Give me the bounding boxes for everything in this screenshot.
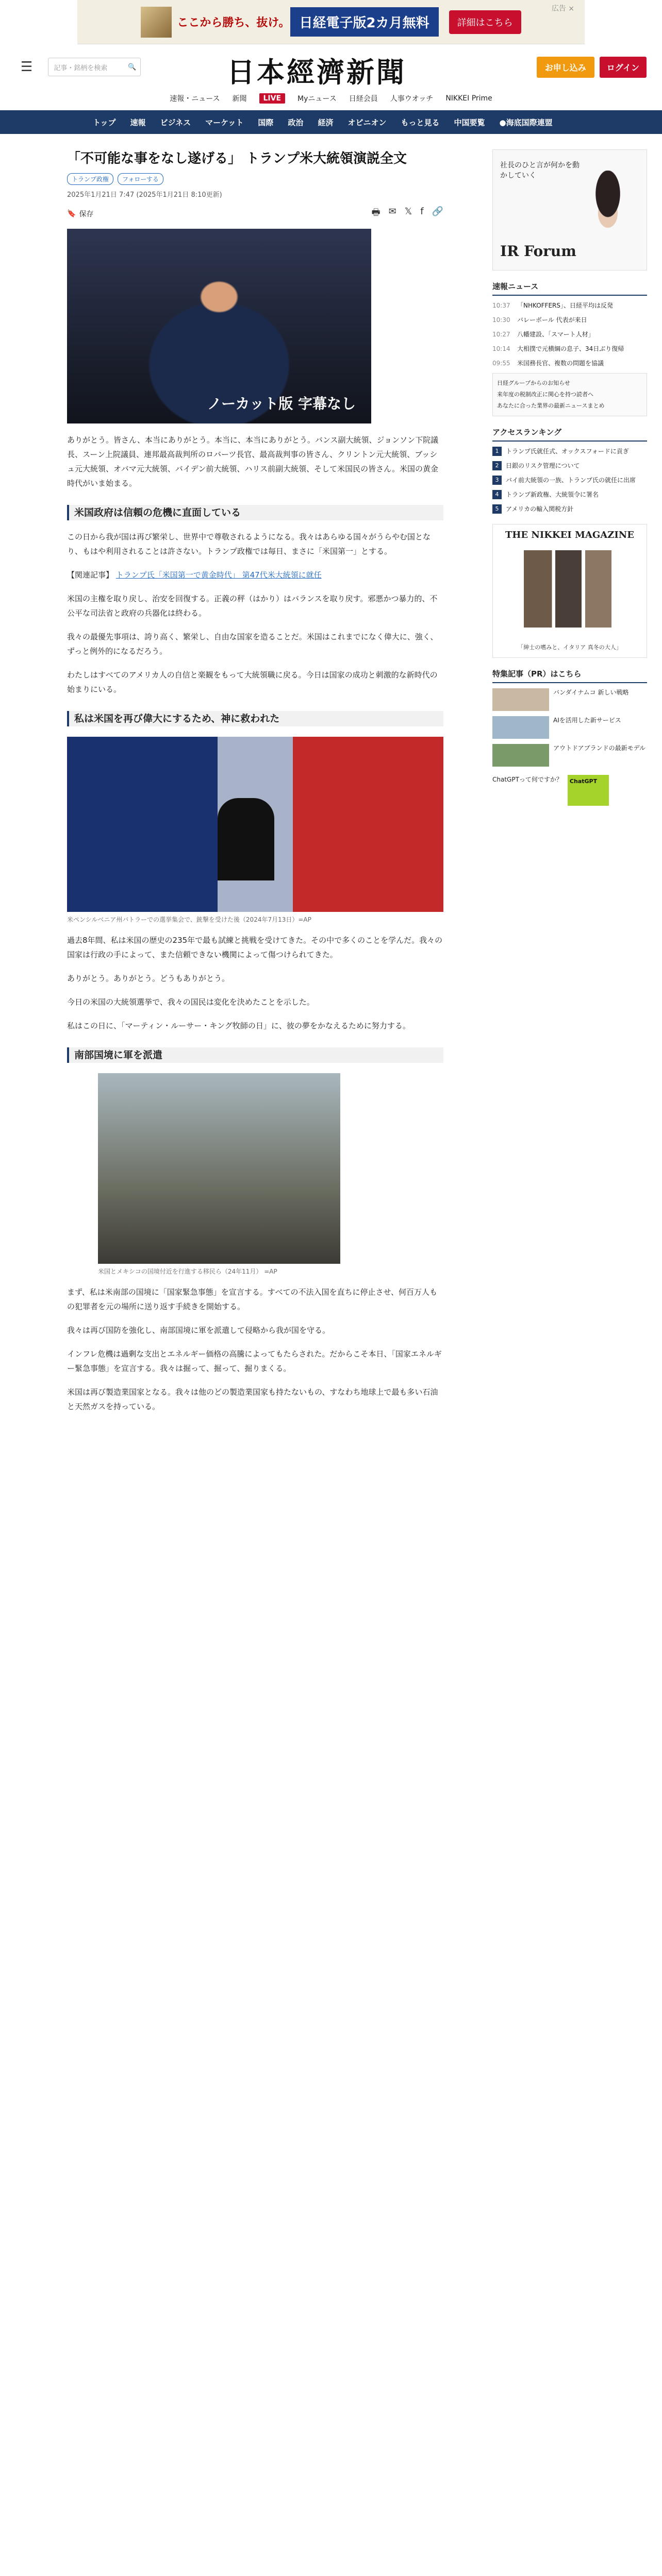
rank-number: 2 — [492, 461, 502, 470]
ad-message: ここから勝ち、抜け。 — [177, 16, 290, 29]
rank-text[interactable]: 日銀のリスク管理について — [506, 462, 580, 469]
news-text[interactable]: 米国務長官、複数の問題を協議 — [517, 360, 604, 367]
nav1-item[interactable]: 新聞 — [232, 95, 247, 103]
pr-item[interactable] — [492, 688, 647, 711]
nav1-item[interactable]: 日経会員 — [349, 95, 378, 103]
search-icon[interactable]: 🔍 — [128, 63, 137, 71]
subscribe-button[interactable]: お申し込み — [537, 57, 594, 78]
sidebar-ad[interactable] — [492, 149, 647, 270]
nav1-item[interactable]: 人事ウオッチ — [390, 95, 434, 103]
nav2-item[interactable]: 速報 — [130, 117, 146, 127]
ranking-item[interactable] — [492, 490, 647, 499]
search-input[interactable] — [48, 58, 141, 76]
pr-text[interactable]: アウトドアブランドの最新モデル — [553, 744, 646, 752]
pr-thumbnail — [492, 744, 549, 767]
news-time: 09:55 — [492, 360, 510, 367]
pr-text[interactable]: AIを活用した新サービス — [553, 717, 621, 724]
nav1-live[interactable]: LIVE — [259, 93, 286, 104]
nav2-item[interactable]: オピニオン — [347, 117, 387, 127]
paragraph: 米国は再び製造業国家となる。我々は他のどの製造業国家も持たないもの、すなわち地球上で最も多い石油と天然ガスを持っている。 — [67, 1387, 438, 1411]
paragraph: この日から我が国は再び繁栄し、世界中で尊敬されるようになる。我々はあらゆる国々がうらやむ国となり、もはや利用されることは許さない。トランプ政権では毎日、まさに「米国第一」とする。 — [67, 532, 431, 556]
sidebar — [492, 149, 647, 806]
notice-item[interactable]: 日経グループからのお知らせ — [497, 380, 570, 386]
article-toolbar — [67, 206, 443, 222]
rank-text[interactable]: トランプ氏就任式、オックスフォードに貢ぎ — [506, 448, 629, 455]
pr-item[interactable] — [492, 716, 647, 739]
news-item[interactable] — [492, 359, 647, 368]
video-watermark: ノーカット版 字幕なし — [207, 395, 356, 412]
paragraph: 私はこの日に、「マーティン・ルーサー・キング牧師の日」に、彼の夢をかなえるために努力する。 — [67, 1021, 410, 1030]
ad-close-button[interactable]: 広告 × — [551, 5, 574, 13]
top-ad-banner[interactable] — [77, 0, 585, 44]
magazine-caption: 「紳士の嗜みと、イタリア 真冬の大人」 — [518, 644, 622, 651]
paragraph: 今日の米国の大統領選挙で、我々の国民は変化を決めたことを示した。 — [67, 997, 315, 1007]
nav2-item[interactable]: トップ — [93, 117, 116, 127]
paragraph: 米国の主権を取り戻し、治安を回復する。正義の秤（はかり）はバランスを取り戻す。邪悪かつ暴力的、不公平な司法省と政府の兵器化は終わる。 — [67, 594, 438, 618]
section-heading: 南部国境に軍を派遣 — [67, 1047, 443, 1063]
section-heading: 私は米国を再び偉大にするため、神に救われた — [67, 711, 443, 726]
nav2-item[interactable]: もっと見る — [401, 117, 440, 127]
news-text[interactable]: 大相撲で元横綱の息子、34日ぶり復帰 — [517, 345, 624, 352]
nav2-item[interactable]: 国際 — [258, 117, 274, 127]
nav2-item[interactable]: マーケット — [205, 117, 244, 127]
nav2-item[interactable]: ●海底国際連盟 — [499, 117, 553, 127]
notice-item[interactable]: 来年度の税制改正に関心を持つ読者へ — [497, 391, 593, 398]
nav2-item[interactable]: 政治 — [288, 117, 304, 127]
rank-text[interactable]: バイ前大統領の一族、トランプ氏の就任に出席 — [506, 477, 636, 484]
nav2-item[interactable]: 中国要覧 — [454, 117, 485, 127]
hamburger-icon[interactable]: ☰ — [21, 59, 33, 75]
save-icon[interactable]: 🔖 — [67, 210, 76, 218]
topic-tag[interactable]: トランプ政権 — [67, 173, 113, 185]
pr-thumbnail — [492, 688, 549, 711]
nav1-item[interactable]: 速報・ニュース — [170, 95, 220, 103]
share-facebook-icon[interactable]: f — [420, 206, 424, 217]
nav1-item[interactable]: Myニュース — [297, 95, 337, 103]
rank-number: 1 — [492, 447, 502, 456]
news-time: 10:30 — [492, 316, 510, 324]
nav1-item[interactable]: NIKKEI Prime — [445, 94, 492, 103]
print-icon[interactable]: 🖶 — [371, 207, 380, 218]
paragraph: ありがとう。皆さん、本当にありがとう。本当に、本当にありがとう。バンス副大統領、ジョンソン下院議長、スーン上院議員、連邦最高裁判所のロバーツ長官、最高裁判事の皆さん、クリントン元大統領、ブッシュ元大統領、オバマ元大統領、バイデン前大統領、ハリス前副大統領、そして米国民の皆さん。米国の黄金時代がいま始まる。 — [67, 435, 439, 488]
photo-caption: 米国とメキシコの国境付近を行進する移民ら（24年11月） =AP — [98, 1268, 277, 1275]
notice-box — [492, 373, 647, 416]
news-item[interactable] — [492, 315, 647, 325]
nav2-item[interactable]: 経済 — [318, 117, 334, 127]
ranking-item[interactable] — [492, 504, 647, 514]
news-time: 10:37 — [492, 302, 510, 309]
video-thumbnail[interactable] — [67, 229, 371, 423]
magazine-title: THE NIKKEI MAGAZINE — [505, 530, 634, 540]
news-item[interactable] — [492, 301, 647, 310]
ranking-item[interactable] — [492, 476, 647, 485]
ad-image — [141, 7, 172, 38]
pr-thumbnail — [492, 716, 549, 739]
paragraph: 我々は再び国防を強化し、南部国境に軍を派遣して侵略から我が国を守る。 — [67, 1326, 330, 1335]
ranking-title: アクセスランキング — [492, 427, 647, 442]
save-label[interactable]: 保存 — [79, 210, 94, 218]
chatgpt-text[interactable]: ChatGPTって何ですか？ — [492, 776, 562, 783]
paragraph: ありがとう。ありがとう。どうもありがとう。 — [67, 974, 230, 983]
notice-item[interactable]: あなたに合った業界の最新ニュースまとめ — [497, 402, 605, 409]
sidebar-ad-logo: IR Forum — [500, 243, 576, 260]
paragraph: 我々の最優先事項は、誇り高く、繁栄し、自由な国家を造ることだ。米国はこれまでになく偉大に、強く、ずっと例外的になるだろう。 — [67, 632, 438, 656]
login-button[interactable]: ログイン — [600, 57, 647, 78]
share-x-icon[interactable]: 𝕏 — [404, 206, 412, 217]
related-link[interactable]: トランプ氏「米国第一で黄金時代」 第47代米大統領に就任 — [115, 570, 322, 580]
chatgpt-promo[interactable] — [492, 775, 647, 806]
rank-number: 4 — [492, 490, 502, 499]
rank-number: 3 — [492, 476, 502, 485]
pr-item[interactable] — [492, 744, 647, 767]
ad-brand: 日経電子版2カ月無料 — [290, 7, 439, 37]
rank-text[interactable]: アメリカの輸入関税方針 — [506, 505, 574, 513]
rank-number: 5 — [492, 504, 502, 514]
ranking-item[interactable] — [492, 447, 647, 456]
news-text[interactable]: バレーボール 代表が来日 — [517, 316, 587, 324]
ad-cta-button[interactable]: 詳細はこちら — [449, 10, 521, 34]
news-text[interactable]: 「NHKOFFERS」、日経平均は反発 — [517, 302, 614, 309]
article-photo — [67, 737, 443, 912]
ranking-item[interactable] — [492, 461, 647, 470]
article-title: 「不可能な事をなし遂げる」 トランプ米大統領演説全文 — [67, 151, 407, 166]
magazine-promo[interactable] — [492, 524, 647, 658]
news-item[interactable] — [492, 330, 647, 339]
news-time: 10:14 — [492, 345, 510, 352]
site-header — [0, 46, 662, 88]
sidebar-ad-text: 社長のひと言が何かを動かしていく — [500, 161, 580, 180]
paragraph: まず、私は米南部の国境に「国家緊急事態」を宣言する。すべての不法入国を直ちに停止させ、何百万人もの犯罪者を元の場所に送り返す手続きを開始する。 — [67, 1287, 438, 1311]
rank-text[interactable]: トランプ新政権、大統領令に署名 — [506, 491, 599, 498]
section-heading: 米国政府は信頼の危機に直面している — [67, 505, 443, 520]
paragraph: 過去8年間、私は米国の歴史の235年で最も試練と挑戦を受けてきた。その中で多くのことを学んだ。我々の国家は行政の手によって、また信頼できない機関によって傷つけられてきた。 — [67, 936, 443, 959]
nav-primary — [0, 88, 662, 109]
news-item[interactable] — [492, 344, 647, 353]
photo-caption: 米ペンシルベニア州バトラーでの選挙集会で、銃撃を受けた後（2024年7月13日）=AP — [67, 916, 311, 923]
related-article — [67, 568, 443, 582]
nav2-item[interactable]: ビジネス — [160, 117, 191, 127]
chatgpt-image: ChatGPT — [568, 775, 609, 806]
pr-title: 特集記事（PR）はこちら — [492, 668, 647, 683]
paragraph: わたしはすべてのアメリカ人の自信と楽観をもって大統領職に戻る。今日は国家の成功と刺激的な新時代の始まりにいる。 — [67, 670, 438, 694]
news-time: 10:27 — [492, 331, 510, 338]
nav-categories — [0, 110, 662, 134]
share-link-icon[interactable]: 🔗 — [432, 206, 443, 217]
news-title: 速報ニュース — [492, 281, 647, 296]
related-prefix: 【関連記事】 — [67, 570, 114, 580]
follow-button[interactable]: フォローする — [118, 173, 163, 185]
pr-text[interactable]: バンダイナムコ 新しい戦略 — [553, 689, 629, 696]
site-logo[interactable]: 日本經濟新聞 — [227, 56, 406, 89]
article — [67, 149, 443, 1414]
magazine-image — [524, 550, 611, 628]
article-photo — [98, 1073, 340, 1264]
mail-icon[interactable]: ✉ — [388, 206, 396, 217]
article-date: 2025年1月21日 7:47 (2025年1月21日 8:10更新) — [67, 191, 222, 199]
search-placeholder: 記事・銘柄を検索 — [54, 64, 108, 72]
paragraph: インフレ危機は過剰な支出とエネルギー価格の高騰によってもたらされた。だからこそ本日、「国家エネルギー緊急事態」を宣言する。我々は掘って、掘って、掘りまくる。 — [67, 1349, 442, 1373]
sidebar-ad-image — [580, 171, 636, 248]
news-text[interactable]: 八幡建設、「スマート人材」 — [517, 331, 594, 338]
